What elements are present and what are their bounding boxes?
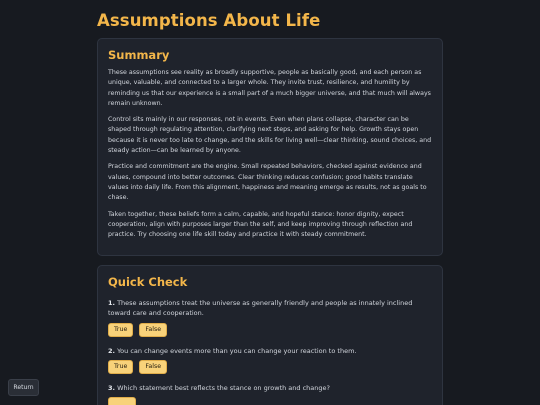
summary-paragraph: Taken together, these beliefs form a calm, capable, and hopeful stance: honor dignity, expect cooperation, align with purposes larger than the self, and keep improving through reflection and practice. Try choosing one life skill today and practice it with steady commitment. (108, 210, 413, 239)
answer-option-button[interactable] (108, 397, 136, 405)
answer-buttons (108, 360, 433, 374)
question-number: 2. (108, 346, 115, 355)
false-button[interactable]: False (139, 360, 167, 374)
answer-buttons (108, 323, 433, 337)
question-1 (108, 298, 433, 337)
question-body: Which statement best reflects the stance on growth and change? (117, 383, 330, 392)
summary-paragraph: Practice and commitment are the engine. Small repeated behaviors, checked against evidence and values, compound into better outcomes. Clear thinking reduces confusion; good habits translate values into daily life. From this alignment, happiness and meaning emerge as results, not as goals to chase. (108, 163, 427, 202)
quick-check-heading: Quick Check (108, 275, 188, 289)
answer-buttons (108, 397, 433, 405)
question-number: 3. (108, 383, 115, 392)
question-2 (108, 346, 433, 374)
question-body: These assumptions treat the universe as generally friendly and people as innately inclined toward care and cooperation. (108, 299, 413, 318)
true-button[interactable]: True (108, 323, 133, 337)
question-number: 1. (108, 299, 115, 307)
question-text (108, 298, 433, 319)
question-body: You can change events more than you can change your reaction to them. (117, 346, 357, 355)
question-text (108, 383, 433, 393)
summary-heading: Summary (108, 48, 170, 62)
return-button[interactable]: Return (8, 379, 39, 396)
false-button[interactable]: False (139, 323, 167, 337)
page-title: Assumptions About Life (97, 11, 321, 30)
question-3 (108, 383, 433, 405)
question-text (108, 346, 433, 356)
quick-check-card (97, 265, 443, 405)
summary-paragraph: These assumptions see reality as broadly supportive, people as basically good, and each person as unique, valuable, and connected to a larger whole. They invite trust, resilience, and humility by reminding us that our experience is a small part of a much bigger universe, and that much will always remain unknown. (108, 69, 431, 107)
summary-paragraph: Control sits mainly in our responses, not in events. Even when plans collapse, character can be shaped through regulating attention, clarifying next steps, and asking for help. Growth stays open because it is never too late to change, and the skills for living well—clear thinking, sound choices, and steady action—can be learned by anyone. (108, 116, 432, 155)
true-button[interactable]: True (108, 360, 133, 374)
summary-card (97, 38, 443, 256)
